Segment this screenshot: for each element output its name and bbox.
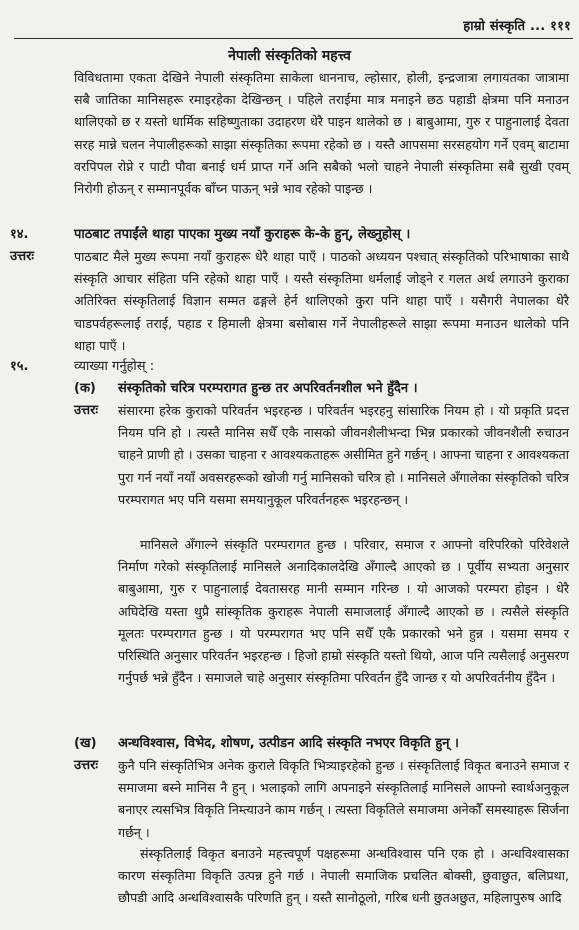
q15a-label: (क) xyxy=(74,381,96,396)
running-head: हाम्रो संस्कृति ... १११ xyxy=(463,19,571,34)
q15b-heading: अन्धविश्वास, विभेद, शोषण, उत्पीडन आदि संस्कृति नभएर विकृति हुन् । xyxy=(118,736,459,751)
q14-number: १४. xyxy=(10,227,29,242)
q15b-answer-label: उत्तरः xyxy=(74,758,99,773)
q15a-answer-p1: संसारमा हरेक कुराको परिवर्तन भइरहन्छ । परिवर्तन भइरहनु सांसारिक नियम हो । यो प्रकृति प्रदत्त नियम पनि हो । त्यस्तै मानिस सधैँ एकै नासको जीवनशैलीभन्दा भिन्न प्रकारको जीवनशैली रुचाउन चाहने प्राणी हो । उसका चाहना र आवश्यकताहरू असीमित हुने गर्छन् । आफ्ना चाहना र आवश्यकता पुरा गर्न नयाँ नयाँ अवसरहरूको खोजी गर्नु मानिसको चरित्र हो । मानिसले अँगालेका संस्कृतिको चरित्र परम्परागत भए पनि यसमा समयानुकूल परिवर्तनहरू भइरहन्छन् । xyxy=(118,403,569,507)
q14-question: पाठबाट तपाईंले थाहा पाएका मुख्य नयाँ कुराहरू के-के हुन्, लेख्नुहोस् । xyxy=(74,227,411,242)
q15a-answer-label: उत्तरः xyxy=(74,403,99,418)
q15-number: १५. xyxy=(10,359,29,374)
q14-answer: पाठबाट मैले मुख्य रूपमा नयाँ कुराहरू धेरै थाहा पाएँ । पाठको अध्ययन पश्चात् संस्कृतिको परिभाषाका साथै संस्कृति आचार संहिता पनि रहेको थाहा पाएँ । यस्तै संस्कृतिमा धर्मलाई जोड्ने र गलत अर्थ लगाउने कुराका अतिरिक्त संस्कृतिलाई विज्ञान सम्मत ढङ्गले हेर्न थालिएको कुरा पनि थाहा पाएँ । यसैगरी नेपालका धेरै चाडपर्वहरूलाई तराई, पहाड र हिमाली क्षेत्रमा बसोबास गर्ने नेपालीहरूले साझा रूपमा मनाउन थालेको पनि थाहा पाएँ । xyxy=(74,249,569,353)
intro-paragraph: विविधतामा एकता देखिने नेपाली संस्कृतिमा साकेला धाननाच, ल्होसार, होली, इन्द्रजात्रा लगायतका जात्रामा सबै जातिका मानिसहरू रमाइरहेका देखिन्छन् । पहिले तराईमा मात्र मनाइने छठ पहाडी क्षेत्रमा पनि मनाउन थालिएको छ र यस्तो धार्मिक सहिष्णुताका उदाहरण धेरै पाइन थालेको छ । बाबुआमा, गुरु र पाहुनालाई देवता सरह मान्ने चलन नेपालीहरूको साझा संस्कृतिका रूपमा रहेको छ । यस्तै आपसमा सरसहयोग गर्ने एवम् बाटामा वरपिपल रोप्ने र पाटी पौवा बनाई धर्म प्राप्त गर्ने अनि सबैको भलो चाहने नेपाली संस्कृतिमा सबै सुखी एवम् निरोगी होऊन् र सम्मानपूर्वक बाँच्न पाऊन् भन्ने भाव रहेको पाइन्छ । xyxy=(74,70,569,197)
q15a-heading: संस्कृतिको चरित्र परम्परागत हुन्छ तर अपरिवर्तनशील भने हुँदैन । xyxy=(118,381,418,396)
section-title: नेपाली संस्कृतिको महत्त्व xyxy=(228,48,351,64)
q15a-answer-p2: मानिसले अँगाल्ने संस्कृति परम्परागत हुन्छ । परिवार, समाज र आफ्नो वरिपरिको परिवेशले निर्माण गरेको संस्कृतिलाई मानिसले अनादिकालदेखि अँगाल्दै आएको छ । पूर्वीय सभ्यता अनुसार बाबुआमा, गुरु र पाहुनालाई देवतासरह मानी सम्मान गरिन्छ । यो आजको परम्परा होइन । धेरै अघिदेखि यस्ता थुप्रै सांस्कृतिक कुराहरू नेपाली समाजलाई अँगाल्दै आएको छ । त्यसैले संस्कृति मूलतः परम्परागत हुन्छ । यो परम्परागत भए पनि सधैँ एकै प्रकारको भने हुन्न । यसमा समय र परिस्थिति अनुसार परिवर्तन भइरहन्छ । हिजो हाम्रो संस्कृति यस्तो थियो, आज पनि त्यसैलाई अनुसरण गर्नुपर्छ भन्ने हुँदैन । समाजले चाहे अनुसार संस्कृतिमा परिवर्तन हुँदै जान्छ र यो अपरिवर्तनीय हुँदैन । xyxy=(118,537,569,686)
q15b-answer-p1: कुनै पनि संस्कृतिभित्र अनेक कुराले विकृति भित्र्याइरहेको हुन्छ । संस्कृतिलाई विकृत बनाउने समाज र समाजमा बस्ने मानिस नै हुन् । भलाइको लागि अपनाइने संस्कृतिलाई मानिसले आफ्नो स्वार्थअनुकूल बनाएर त्यसभित्र विकृति निम्त्याउने काम गर्छन् । त्यस्ता विकृतिले समाजमा अनेकौँ समस्याहरू सिर्जना गर्छन् । xyxy=(118,758,569,840)
q15-instruction: व्याख्या गर्नुहोस् : xyxy=(74,359,155,374)
q14-answer-label: उत्तरः xyxy=(10,249,35,264)
q15b-answer-p2: संस्कृतिलाई विकृत बनाउने महत्त्वपूर्ण पक्षहरूमा अन्धविश्वास पनि एक हो । अन्धविश्वासका कारण संस्कृतिमा विकृति उत्पन्न हुने गर्छ । नेपाली समाजिक प्रचलित बोक्सी, छुवाछुत, बलिप्रथा, छौपडी आदि अन्धविश्वासकै परिणति हुन् । यस्तै सानोठूलो, गरिब धनी छुतअछुत, महिलापुरुष आदि xyxy=(118,846,569,906)
header-rule xyxy=(14,38,573,39)
q15b-label: (ख) xyxy=(74,736,97,751)
